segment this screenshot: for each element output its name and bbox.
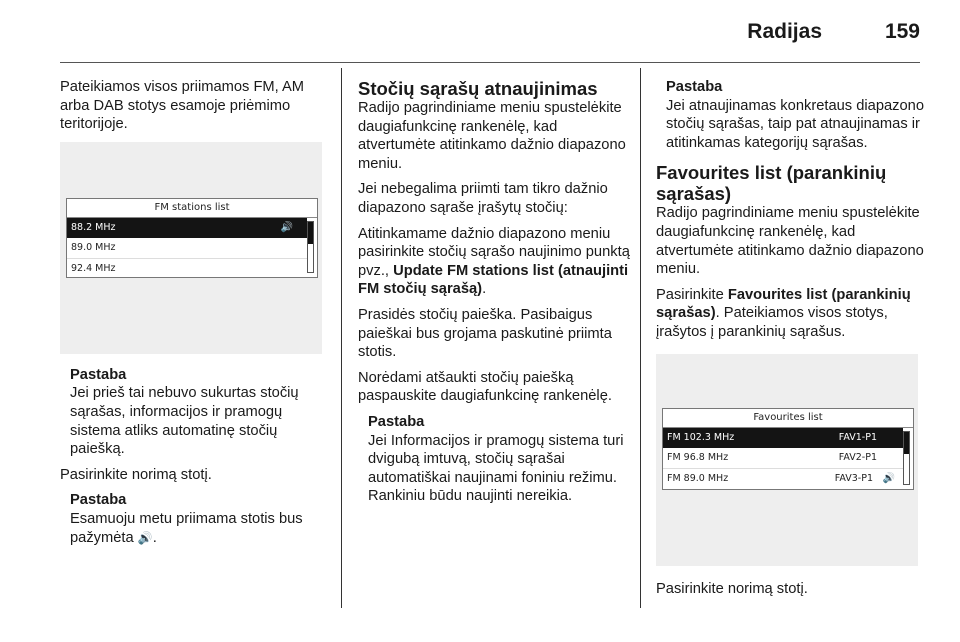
station-row xyxy=(67,218,307,238)
favourite-slot: FAV3-P1 xyxy=(834,472,873,484)
station-frequency: 88.2 MHz xyxy=(71,221,116,233)
note xyxy=(70,366,332,459)
favourite-slot: FAV1-P1 xyxy=(838,431,877,443)
favourite-frequency: FM 89.0 MHz xyxy=(667,472,729,484)
paragraph-text: Pasirinkite xyxy=(656,286,728,303)
paragraph: Radijo pagrindiniame meniu spustelėkite daugiafunkcinę rankenėlę, kad atvertumėte atitinkamo dažnio diapazono meniu. xyxy=(358,100,626,172)
favourite-frequency: FM 96.8 MHz xyxy=(667,451,729,463)
speaker-icon: 🔊 xyxy=(137,530,153,545)
section-heading: Stočių sąrašų atnaujinimas xyxy=(358,78,598,99)
station-row xyxy=(67,259,307,279)
instruction-paragraph: Pasirinkite norimą stotį. xyxy=(656,580,808,597)
station-frequency: 92.4 MHz xyxy=(71,262,116,274)
paragraph: Prasidės stočių paieška. Pasibaigus paieškai bus grojama paskutinė priimta stotis. xyxy=(358,306,612,361)
page-header xyxy=(60,0,920,63)
instruction-paragraph: Pasirinkite norimą stotį. xyxy=(60,466,212,483)
note xyxy=(70,491,332,547)
scroll-thumb xyxy=(904,432,909,454)
paragraph xyxy=(656,286,928,342)
note-text: Jei Informacijos ir pramogų sistema turi dvigubą imtuvą, stočių sąrašai automatiškai naujinami foniniu režimu. Rankiniu būdu naujinti nereikia. xyxy=(368,432,624,505)
paragraph-text: Atitinkamame dažnio diapazono meniu pasirinkite stočių sąrašo naujinimo punktą pvz., xyxy=(358,225,630,279)
note xyxy=(368,413,630,506)
favourite-row xyxy=(663,469,903,489)
favourites-display xyxy=(662,408,914,490)
column-3 xyxy=(656,78,928,605)
page-number: 159 xyxy=(884,20,920,43)
paragraph: Jei nebegalima priimti tam tikro dažnio diapazono sąraše įrašytų stočių: xyxy=(358,181,608,216)
note-label: Pastaba xyxy=(368,413,425,430)
column-2 xyxy=(358,78,630,513)
note-label: Pastaba xyxy=(70,492,127,509)
fm-stations-screenshot xyxy=(60,142,322,354)
fm-stations-display xyxy=(66,198,318,278)
section-heading: Favourites list (parankinių sąrašas) xyxy=(656,162,887,205)
speaker-icon: 🔊 xyxy=(280,221,293,233)
favourites-screenshot xyxy=(656,354,918,566)
section-title: Radijas xyxy=(747,20,822,43)
column-1 xyxy=(60,78,332,554)
note-end: . xyxy=(152,529,157,546)
note-text: Jei prieš tai nebuvo sukurtas stočių sąrašas, informacijos ir pramogų sistema atliks automatinę stočių paiešką. xyxy=(70,385,299,458)
intro-paragraph: Pateikiamos visos priimamos FM, AM arba DAB stotys esamoje priėmimo teritorijoje. xyxy=(60,79,305,133)
menu-item-reference: Favourites list (parankinių sąrašas) xyxy=(656,286,911,322)
favourite-row xyxy=(663,448,903,469)
scrollbar xyxy=(903,431,910,485)
menu-item-reference: Update FM stations list (atnaujinti FM stočių sąrašą) xyxy=(358,262,629,298)
paragraph: Radijo pagrindiniame meniu spustelėkite daugiafunkcinę rankenėlę, kad atvertumėte atitinkamo dažnio diapazono meniu. xyxy=(656,205,924,278)
note-text: Esamuoju metu priimama stotis bus pažymėta xyxy=(70,510,303,546)
note-text: Jei atnaujinamas konkretaus diapazono stočių sąrašas, taip pat atnaujinamas ir atitinkamas kategorijų sąrašas. xyxy=(666,97,925,151)
favourite-frequency: FM 102.3 MHz xyxy=(667,431,735,443)
paragraph-end: . Pateikiamos visos stotys, įrašytos į parankinių sąrašus. xyxy=(656,305,888,340)
note-label: Pastaba xyxy=(666,79,723,95)
station-row xyxy=(67,238,307,259)
note-label: Pastaba xyxy=(70,366,127,383)
paragraph-end: . xyxy=(482,281,487,298)
station-frequency: 89.0 MHz xyxy=(71,241,116,253)
column-divider xyxy=(640,68,641,608)
favourite-slot: FAV2-P1 xyxy=(838,451,877,463)
paragraph: Norėdami atšaukti stočių paiešką paspauskite daugiafunkcinę rankenėlę. xyxy=(358,369,612,405)
scroll-thumb xyxy=(308,222,313,244)
scrollbar xyxy=(307,221,314,273)
fm-stations-title: FM stations list xyxy=(67,199,317,218)
speaker-icon: 🔊 xyxy=(882,472,895,484)
paragraph xyxy=(358,225,630,299)
favourite-row xyxy=(663,428,903,448)
note xyxy=(666,78,928,152)
column-divider xyxy=(341,68,342,608)
favourites-title: Favourites list xyxy=(663,409,913,428)
